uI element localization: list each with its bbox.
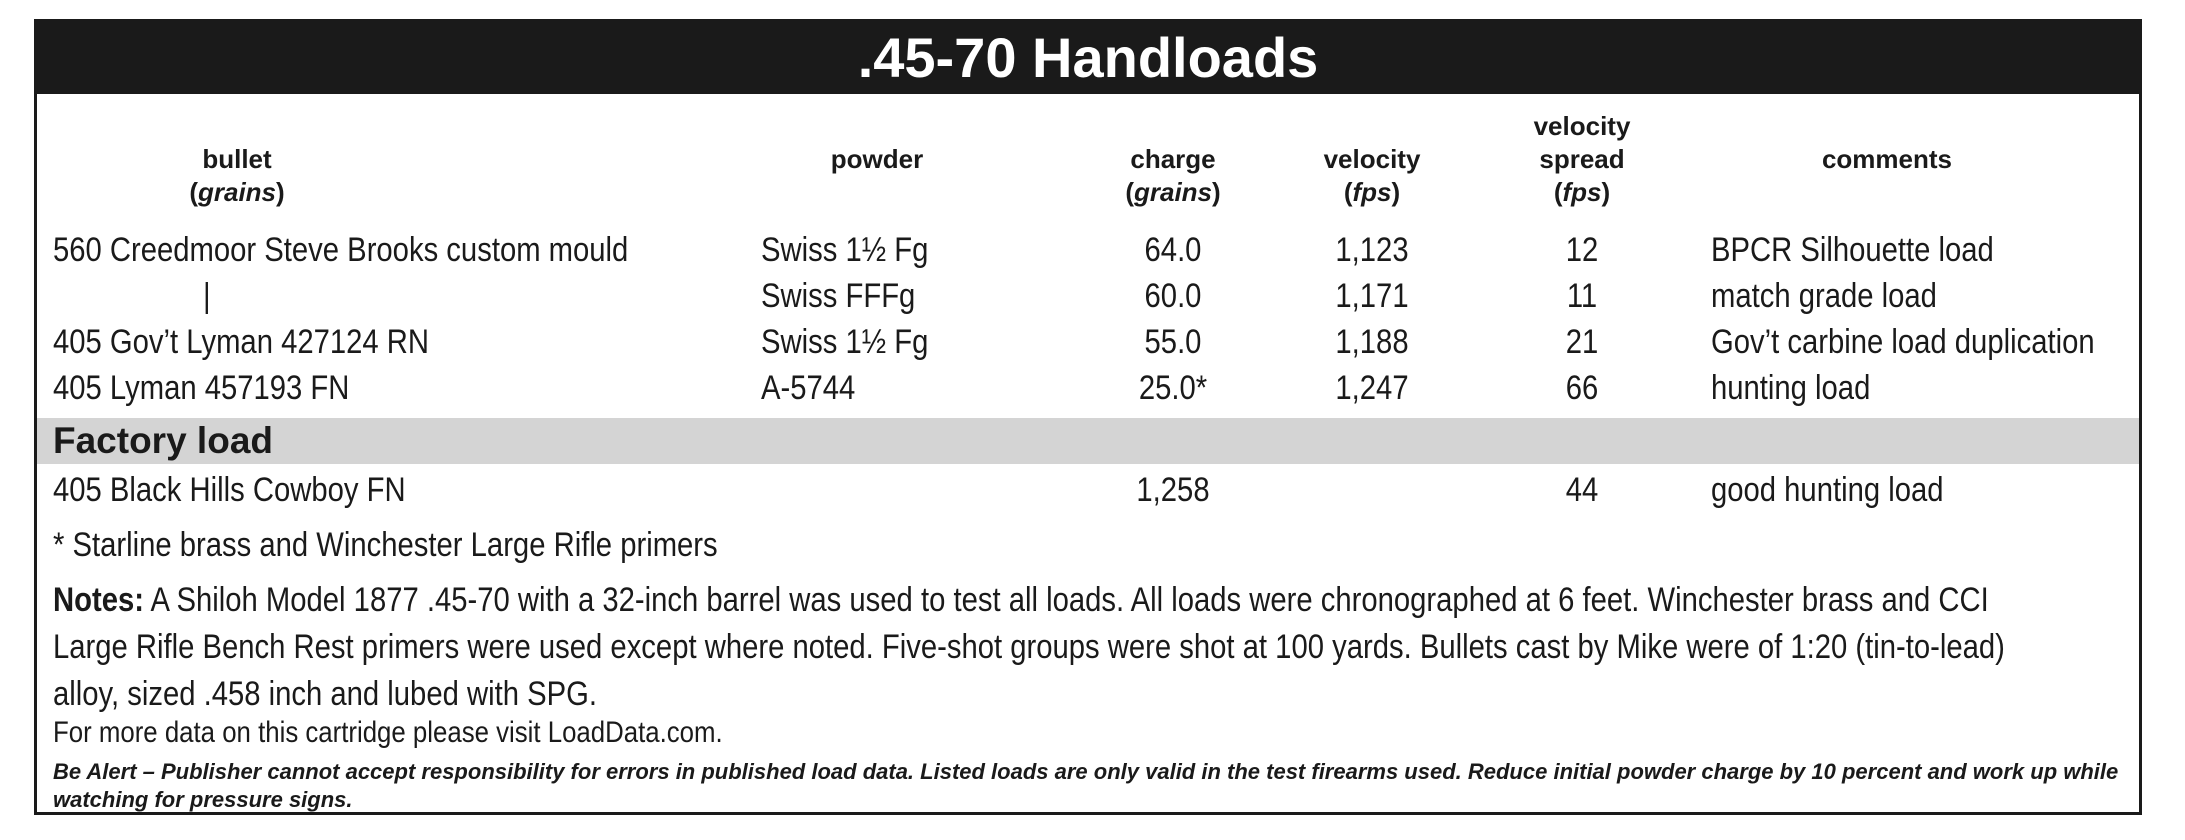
row-2-velocity: 1,171: [1335, 277, 1409, 315]
header-powder: powder: [830, 144, 924, 174]
row-3-charge: 55.0: [1144, 323, 1202, 361]
factory-velocity: 1,258: [1136, 471, 1210, 509]
notes-text: A Shiloh Model 1877 .45-70 with a 32-inch barrel was used to test all loads. All loads were chronographed at 6 feet. Winchester brass and CCI Large Rifle Bench Rest primers were used except where noted. Five-shot groups were shot at 100 yards. Bullets cast by Mike were of 1:20 (tin-to-lead) alloy, sized .458 inch and lubed with SPG.: [53, 581, 2005, 713]
footnote: * Starline brass and Winchester Large Rifle primers: [53, 526, 718, 564]
row-1-spread: 12: [1565, 231, 1599, 269]
row-2-powder: Swiss FFFg: [761, 277, 916, 315]
row-3-comment: Gov’t carbine load duplication: [1711, 323, 2095, 361]
factory-comment: good hunting load: [1711, 471, 1944, 509]
row-4-bullet: 405 Lyman 457193 FN: [53, 369, 350, 407]
row-2-spread: 11: [1566, 277, 1598, 315]
row-4-velocity: 1,247: [1335, 369, 1409, 407]
row-1-velocity: 1,123: [1335, 231, 1409, 269]
row-3-powder: Swiss 1½ Fg: [761, 323, 929, 361]
factory-spread: 44: [1565, 471, 1599, 509]
notes-label: Notes:: [53, 581, 144, 619]
factory-bullet: 405 Black Hills Cowboy FN: [53, 471, 406, 509]
row-2-charge: 60.0: [1144, 277, 1202, 315]
notes-paragraph: [53, 577, 2031, 718]
row-3-spread: 21: [1565, 323, 1599, 361]
load-data-panel: [34, 19, 2142, 815]
panel-title: .45-70 Handloads: [37, 22, 2139, 94]
row-4-comment: hunting load: [1711, 369, 1871, 407]
row-3-velocity: 1,188: [1335, 323, 1409, 361]
header-bullet: bullet (grains): [189, 144, 285, 207]
factory-load-band: [37, 418, 2139, 464]
factory-load-heading: Factory load: [53, 420, 273, 461]
row-1-powder: Swiss 1½ Fg: [761, 231, 929, 269]
row-4-powder: A-5744: [761, 369, 856, 407]
row-2-bullet: |: [203, 277, 211, 315]
header-comments: comments: [1821, 144, 1953, 174]
alert-disclaimer: Be Alert – Publisher cannot accept responsibility for errors in published load data. Listed loads are only valid in the test firearms used. Reduce initial powder charge by 10 percent and work up while watching for pressure signs.: [53, 759, 2119, 812]
more-data-line: For more data on this cartridge please visit LoadData.com.: [53, 716, 723, 749]
header-velocity: velocity (fps): [1323, 144, 1421, 207]
row-2-comment: match grade load: [1711, 277, 1937, 315]
row-1-charge: 64.0: [1144, 231, 1202, 269]
row-4-charge: 25.0*: [1138, 369, 1208, 407]
row-3-bullet: 405 Gov’t Lyman 427124 RN: [53, 323, 430, 361]
header-charge: charge (grains): [1125, 144, 1221, 207]
row-1-comment: BPCR Silhouette load: [1711, 231, 1994, 269]
header-velocity-spread: velocity spread (fps): [1533, 111, 1631, 207]
row-1-bullet: 560 Creedmoor Steve Brooks custom mould: [53, 231, 629, 269]
row-4-spread: 66: [1565, 369, 1599, 407]
